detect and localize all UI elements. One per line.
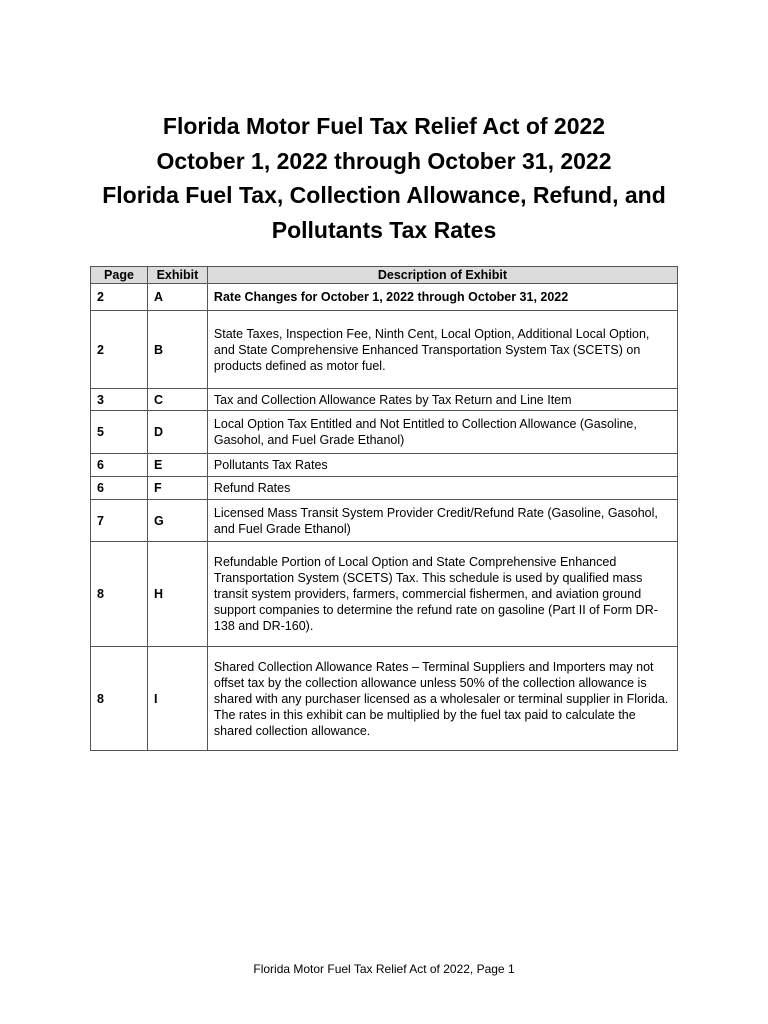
cell-description: Shared Collection Allowance Rates – Terminal Suppliers and Importers may not offset tax by the collection allowance unless 50% of the collection allowance is shared with any purchaser licensed as a wholesaler or terminal supplier in Florida. The rates in this exhibit can be multiplied by the fuel tax paid to calculate the shared collection allowance. (207, 647, 677, 751)
cell-description: Pollutants Tax Rates (207, 454, 677, 477)
cell-description: Refundable Portion of Local Option and State Comprehensive Enhanced Transportation System (SCETS) Tax. This schedule is used by qualified mass transit system providers, farmers, commercial fishermen, and aviation ground support companies to determine the refund rate on gasoline (Part II of Form DR-138 and DR-160). (207, 542, 677, 647)
cell-page: 2 (91, 311, 148, 389)
table-header-row (91, 267, 678, 284)
cell-page: 8 (91, 542, 148, 647)
page-footer: Florida Motor Fuel Tax Relief Act of 2022, Page 1 (253, 962, 515, 976)
table-row (91, 311, 678, 389)
title-line-4: Pollutants Tax Rates (271, 216, 497, 243)
cell-description: Tax and Collection Allowance Rates by Tax Return and Line Item (207, 389, 677, 411)
cell-page: 8 (91, 647, 148, 751)
header-page: Page (91, 267, 148, 284)
cell-description: Local Option Tax Entitled and Not Entitled to Collection Allowance (Gasoline, Gasohol, and Fuel Grade Ethanol) (207, 411, 677, 454)
document-title (0, 109, 768, 247)
cell-exhibit: C (147, 389, 207, 411)
table-row (91, 411, 678, 454)
cell-exhibit: A (147, 284, 207, 311)
cell-page: 5 (91, 411, 148, 454)
cell-page: 2 (91, 284, 148, 311)
table-row (91, 284, 678, 311)
cell-exhibit: I (147, 647, 207, 751)
cell-page: 6 (91, 477, 148, 500)
table-row (91, 542, 678, 647)
cell-description: Rate Changes for October 1, 2022 through October 31, 2022 (207, 284, 677, 311)
title-line-1: Florida Motor Fuel Tax Relief Act of 2022 (162, 113, 606, 139)
cell-description: Licensed Mass Transit System Provider Credit/Refund Rate (Gasoline, Gasohol, and Fuel Grade Ethanol) (207, 500, 677, 542)
title-line-3: Florida Fuel Tax, Collection Allowance, Refund, and (102, 182, 666, 208)
cell-page: 6 (91, 454, 148, 477)
header-exhibit: Exhibit (147, 267, 207, 284)
table-row (91, 454, 678, 477)
cell-page: 3 (91, 389, 148, 411)
cell-exhibit: E (147, 454, 207, 477)
title-line-2: October 1, 2022 through October 31, 2022 (156, 147, 612, 174)
cell-description: Refund Rates (207, 477, 677, 500)
cell-exhibit: B (147, 311, 207, 389)
header-description: Description of Exhibit (207, 267, 677, 284)
cell-page: 7 (91, 500, 148, 542)
table-row (91, 477, 678, 500)
cell-exhibit: F (147, 477, 207, 500)
table-row (91, 647, 678, 751)
table-row (91, 500, 678, 542)
cell-exhibit: D (147, 411, 207, 454)
exhibit-table (90, 266, 678, 751)
cell-description: State Taxes, Inspection Fee, Ninth Cent, Local Option, Additional Local Option, and State Comprehensive Enhanced Transportation System Tax (SCETS) on products defined as motor fuel. (207, 311, 677, 389)
cell-exhibit: H (147, 542, 207, 647)
table-row (91, 389, 678, 411)
cell-exhibit: G (147, 500, 207, 542)
